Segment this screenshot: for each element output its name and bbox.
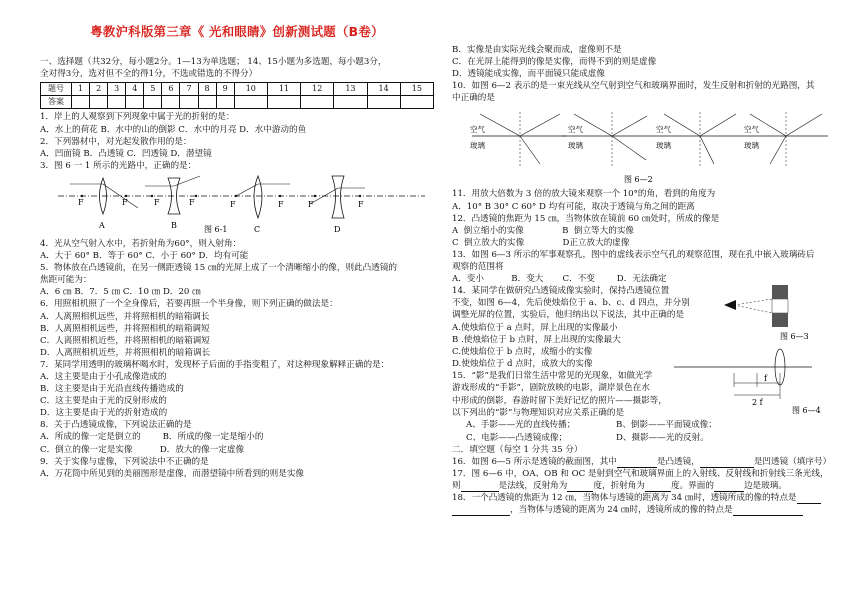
answer-cell[interactable] [90, 96, 108, 109]
answer-table-header: 题号 [41, 83, 72, 96]
answer-table-row-label: 答案 [41, 96, 72, 109]
answer-blank[interactable] [567, 481, 593, 492]
question-15-cont: 游戏形成的“手影”，剧院放映的电影，湖岸景色在水 [452, 382, 650, 393]
answer-cell[interactable] [108, 96, 126, 109]
question-5: 5．物体放在凸透镜前，在另一侧距透镜 15 ㎝的光屏上成了一个清晰缩小的像，则此凸透镜的 [40, 263, 398, 274]
answer-number: 3 [108, 83, 126, 96]
answer-blank[interactable] [645, 481, 671, 492]
figure-caption: 图 6—2 [624, 175, 653, 185]
question-6-option-b: B．人离照相机远些，并将照相机的暗箱调短 [40, 323, 210, 334]
answer-cell[interactable] [198, 96, 216, 109]
question-4-options: A．大于 60° B．等于 60° C．小于 60° D．均有可能 [40, 251, 249, 262]
question-12-options-ab: A 倒立缩小的实像 B 倒立等大的实像 [452, 225, 635, 236]
question-1: 1．岸上的人观察到下列现象中属于光的折射的是： [40, 112, 235, 123]
question-8-options-cd: C．倒立的像一定是实像 D．放大的像一定虚像 [40, 444, 245, 455]
question-10-cont: 中正确的是 [452, 93, 495, 104]
focal-label: F [358, 199, 364, 209]
question-15-options-ab [452, 419, 832, 431]
section1-intro-2: 全对得3分，选对但不全的得1分，不选或错选的不得分） [40, 69, 258, 80]
answer-cell[interactable] [267, 96, 300, 109]
question-7-option-a: A．这主要是由于小孔成像造成的 [40, 371, 167, 382]
answer-table [40, 82, 434, 109]
question-5-cont: 焦距可能为： [40, 275, 92, 286]
question-13: 13．如图 6—3 所示的军事观察孔，图中的虚线表示空气孔的观察范围，现在孔中嵌入玻璃砖后 [452, 249, 815, 260]
question-16-text-mid: 是凸透镜， [656, 456, 700, 467]
figure-label-a: A [99, 220, 105, 230]
question-2: 2．下列器材中，对光起发散作用的是： [40, 136, 192, 147]
answer-blank[interactable] [714, 481, 744, 492]
question-15-option-b: B、倒影——平面镜成像； [616, 420, 717, 431]
answer-number: 9 [216, 83, 234, 96]
question-14: 14．某同学在做研究凸透镜成像实验时，保持凸透镜位置 [452, 286, 670, 297]
answer-number: 14 [367, 83, 400, 96]
wall-block [772, 285, 788, 299]
question-3: 3．图 6 一 1 所示的光路中，正确的是： [40, 160, 197, 171]
focal-label: F [278, 199, 284, 209]
answer-number: 12 [301, 83, 334, 96]
question-10: 10．如图 6—2 表示的是一束光线从空气射到空气和玻璃界面时，发生反射和折射的光路图，其 [452, 81, 815, 92]
answer-cell[interactable] [126, 96, 144, 109]
question-17-text: 边是玻璃。 [743, 480, 787, 491]
right-column [452, 44, 832, 516]
answer-blank[interactable] [461, 481, 499, 492]
question-17-text: 度。界面的 [670, 480, 714, 491]
answer-table-number-row [41, 83, 434, 96]
glass-label: 玻璃 [744, 141, 759, 151]
left-column [40, 0, 434, 480]
figure-label-b: B [171, 220, 177, 230]
focal-label: F [78, 197, 84, 207]
question-13-options: A．变小 B．变大 C．不变 D．无法确定 [452, 274, 667, 285]
answer-number: 1 [72, 83, 90, 96]
question-14-cont: 不变，如图 6—4，先后使烛焰位于 a、b、c、d 四点，并分别 [452, 298, 690, 309]
question-18 [452, 492, 832, 504]
question-15-option-c: C、电影——凸透镜成像； [466, 432, 568, 443]
question-17-cont [452, 480, 832, 492]
answer-blank[interactable] [700, 457, 754, 468]
question-9-option-c: C．在光屏上能得到的像是实像，而得不到的则是虚像 [452, 57, 657, 68]
question-8-options-ab: A．所成的像一定是倒立的 B．所成的像一定是缩小的 [40, 432, 264, 443]
answer-cell[interactable] [144, 96, 162, 109]
answer-table-answer-row [41, 96, 434, 109]
question-16-text-end: 是凹透镜（填序号） [753, 456, 832, 467]
section-2-heading: 二．填空题（每空 1 分共 35 分） [452, 444, 583, 455]
question-14-option-d: D.使烛焰位于 d 点时，成放大的实像 [452, 358, 593, 369]
answer-number: 4 [126, 83, 144, 96]
figure-6-1 [40, 174, 434, 236]
figure-6-2 [452, 106, 832, 186]
question-4: 4．光从空气射入水中，若折射角为60°，则入射角： [40, 238, 242, 249]
figure-label-d: D [334, 224, 341, 234]
focal-label: F [122, 197, 128, 207]
question-17-text: 是法线，反射角为 [498, 480, 568, 491]
question-15-cont-3: 以下列出的“影”与物理知识对应关系正确的是 [452, 408, 625, 419]
answer-number: 13 [334, 83, 367, 96]
question-15-options-cd [452, 432, 832, 444]
answer-cell[interactable] [180, 96, 198, 109]
question-15: 15．“影”是我们日常生活中常见的光现象，如做光学 [452, 370, 653, 381]
question-7-option-b: B．这主要是由于光沿直线传播造成的 [40, 384, 184, 395]
question-6-option-a: A．人离照相机远些，并将照相机的暗箱调长 [40, 311, 210, 322]
question-5-options: A．6 ㎝ B．7．5 ㎝ C．10 ㎝ D．20 ㎝ [40, 287, 201, 298]
question-9-option-b: B．实像是由实际光线会聚而成，虚像则不是 [452, 45, 622, 55]
focal-label: F [189, 197, 195, 207]
question-7: 7．某同学用透明的玻璃杯喝水时，发现杯子后面的手指变粗了，对这种现象解释正确的是： [40, 359, 390, 370]
figure-6-4 [672, 347, 832, 417]
question-16 [452, 456, 832, 468]
answer-blank[interactable] [797, 493, 821, 504]
question-2-options: A．凹面镜 B．凸透镜 C．凹透镜 D．潜望镜 [40, 148, 212, 159]
question-12-options-cd: C 倒立放大的实像 D正立放大的虚像 [452, 237, 630, 248]
question-1-options: A．水上的荷花 B．水中的山的倒影 C．水中的月亮 D．水中游动的鱼 [40, 124, 307, 135]
question-17-text: 度，折射角为 [593, 480, 645, 491]
concave-lens-d [332, 176, 344, 218]
question-17-text: 则 [452, 480, 461, 491]
question-16-text: 16．如图 6—5 所示是透镜的截面图，其中 [452, 456, 617, 467]
answer-cell[interactable] [216, 96, 234, 109]
question-13-cont: 观察的范围将 [452, 262, 504, 273]
answer-cell[interactable] [400, 96, 433, 109]
question-15-option-a: A、手影——光的直线传播； [466, 420, 576, 431]
air-label: 空气 [470, 125, 485, 135]
question-18-text: ，当物体与透镜的距离为 24 ㎝时，透镜所成的像的特点是 [510, 505, 733, 516]
focal-label: F [308, 199, 314, 209]
question-18-cont [452, 504, 832, 516]
answer-number: 8 [198, 83, 216, 96]
answer-number: 6 [162, 83, 180, 96]
double-focal-length-label: 2 f [752, 398, 763, 408]
answer-cell[interactable] [367, 96, 400, 109]
question-14-option-b: B .使烛焰位于 b 点时，屏上出现的实像最大 [452, 334, 621, 345]
glass-label: 玻璃 [470, 141, 485, 151]
question-9: 9．关于实像与虚像，下列说法中不正确的是 [40, 456, 209, 467]
answer-cell[interactable] [301, 96, 334, 109]
answer-number: 2 [90, 83, 108, 96]
wall-block [772, 313, 788, 327]
answer-number: 11 [267, 83, 300, 96]
answer-cell[interactable] [334, 96, 367, 109]
air-label: 空气 [568, 125, 583, 135]
glass-label: 玻璃 [568, 141, 583, 151]
answer-number: 15 [400, 83, 433, 96]
answer-blank[interactable] [617, 457, 657, 468]
answer-blank[interactable] [452, 505, 510, 516]
question-18-text: 18．一个凸透镜的焦距为 12 ㎝，当物体与透镜的距离为 34 ㎝时，透镜所成的像的特点是 [452, 492, 797, 503]
answer-number: 7 [180, 83, 198, 96]
question-14-option-c: C.使烛焰位于 b 点时，成缩小的实像 [452, 346, 593, 357]
question-7-option-d: D．这主要是由于光的折射造成的 [40, 408, 168, 419]
question-12: 12．凸透镜的焦距为 15 ㎝，当物体放在镜前 60 ㎝处时，所成的像是 [452, 213, 720, 224]
question-11: 11．用放大倍数为 3 倍的放大镜来观察一个 10°的角，看到的角度为 [452, 189, 716, 200]
glass-label: 玻璃 [656, 141, 671, 151]
air-label: 空气 [744, 125, 759, 135]
section1-intro: 一、选择题（共32分，每小题2分。1—13为单选题； 14、15小题为多选题，每小题3分， [40, 57, 387, 68]
answer-number: 10 [234, 83, 267, 96]
convex-lens-c [254, 176, 262, 218]
figure-caption: 图 6—4 [792, 406, 821, 416]
answer-cell[interactable] [72, 96, 90, 109]
answer-blank[interactable] [733, 505, 803, 516]
figure-caption: 图 6-1 [204, 224, 228, 234]
question-7-option-c: C．这主要是由于光的反射形成的 [40, 396, 167, 407]
figure-6-3 [714, 283, 824, 343]
question-17: 17．图 6—6 中，OA、OB 和 OC 是射到空气和玻璃界面上的入射线、反射线和折射线三条光线， [452, 468, 829, 479]
focal-length-label: f [764, 374, 767, 384]
observation-hole [772, 299, 788, 313]
focal-label: F [230, 199, 236, 209]
question-14-option-a: A.使烛焰位于 a 点时，屏上出现的实像最小 [452, 322, 618, 333]
answer-cell[interactable] [162, 96, 180, 109]
question-6: 6．用照相机照了一个全身像后，若要再照一个半身像，则下列正确的做法是： [40, 299, 338, 310]
question-15-option-d: D、摄影——光的反射。 [616, 432, 709, 443]
question-9-option-d: D．透镜能成实像，而平面镜只能成虚像 [452, 69, 605, 80]
page-title: 粤教沪科版第三章《 光和眼睛》创新测试题（B卷） [90, 24, 384, 39]
air-label: 空气 [656, 125, 671, 135]
answer-cell[interactable] [234, 96, 267, 109]
figure-caption: 图 6—3 [780, 332, 809, 342]
focal-label: F [154, 197, 160, 207]
figure-label-c: C [254, 224, 261, 234]
question-14-cont-2: 调整光屏的位置，实验后，他归纳出以下说法，其中正确的是 [452, 310, 685, 321]
question-15-cont-2: 中形成的倒影，春游时留下美好记忆的照片——摄影等， [452, 396, 667, 407]
eye-icon [724, 300, 736, 310]
question-11-options: A．10° B 30° C 60° D 均有可能，取决于透镜与角之间的距离 [452, 201, 695, 212]
question-6-option-d: D．人离照相机近些，并将照相机的暗箱调长 [40, 347, 211, 358]
question-6-option-c: C．人离照相机近些，并将照相机的暗箱调短 [40, 335, 210, 346]
question-9-option-a: A．万花筒中所见到的美丽图形是虚像，而潜望镜中所看到的则是实像 [40, 468, 305, 479]
answer-number: 5 [144, 83, 162, 96]
question-8: 8．关于凸透镜成像，下列说法正确的是 [40, 420, 192, 431]
